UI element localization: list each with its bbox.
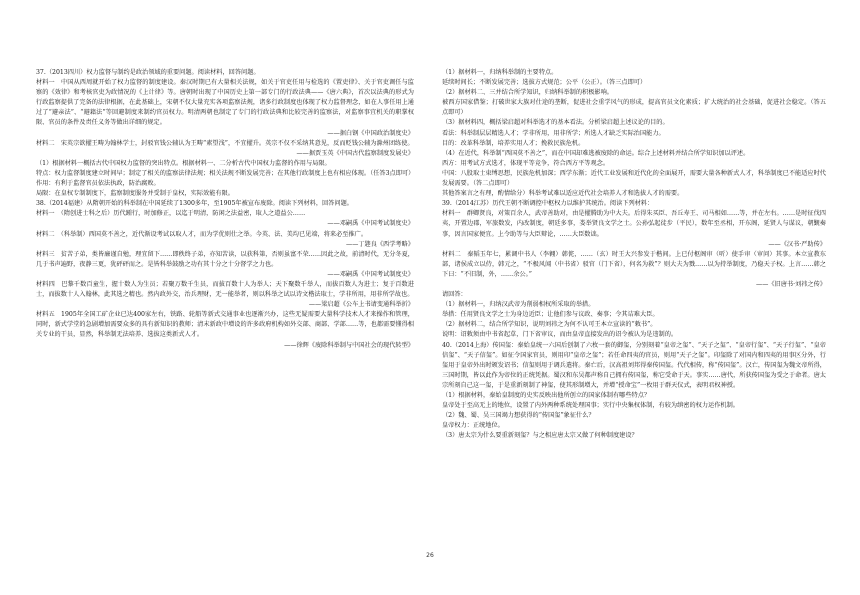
text-line: 材料二 （科举制）西国莫不善之，近代渐设考试以取人才，而为学优则仕之举。今英、法、美均已见端，将来必至推广。 <box>36 230 368 238</box>
text-line: 看法：科举制层层精选人才；学非所用，用非所学；所选人才缺乏实际治国能力。 <box>442 129 665 137</box>
text-line: 请回答： <box>442 291 467 299</box>
text-line: 其他答案言之有理，酌情给分）科举考试难以适应近代社会培养人才和选拔人才的需要。 <box>442 190 684 198</box>
text-line: 材料一 群卿贤良，对策百余人，武帝善助对，由是擢腾助为中大夫。后得朱买臣、吾丘寿王、司马相如……等，并在左右。……是时征伐四夷，开置边郡，军旅数发，内改制度，朝廷多事，娄举贤良文学之士。公孙弘起徒步（平民），数年至丞相，开东阁，延贤人与谋议，朝觐奏事，因言国家便宜。上令助等与大臣辩论，……大臣数诎。 <box>442 210 826 238</box>
text-line: 目的：改革科举制，培养实用人才；挽救民族危机。 <box>442 139 585 147</box>
text-line: ——据贾玉英《中国古代监察制度发展史》 <box>296 149 414 157</box>
text-line: 中国：八股取士束缚思想，民族危机加深；西学东渐；近代工业发展和近代化的全面展开，需要大量各种新式人才，科举制度已不能适应时代发展需要。（答二点即可） <box>442 169 826 188</box>
page-number: 26 <box>426 552 434 559</box>
text-line: 材料三 贫苦子弟，类皆廉谨自勉，理宜留下……即秩终子弟，亦知苦读，以获科第，否则虽富不荣……因此之故，前清时代，无分冬夏，几于书声遍野，夜静三更，犹砰砰而之。是皆科举鼓励之功有其十分之十分督学之力也。 <box>36 250 414 268</box>
text-line: ——《旧唐书·刘祎之传》 <box>755 280 826 288</box>
text-line: （2）魏、蜀、吴三国竭力想获得的“传国玺”象征什么？ <box>442 412 595 420</box>
text-line: 39.（2014江苏）历代王朝不断调控中枢权力以维护其统治。阅读下列材料： <box>442 200 654 208</box>
text-line: 材料四 巴黎千数百童生，握十数人为生员；若聚万数千生员，而拔百数十人为举人；天下聚数千举人，而拔百数人为进士；复于百数进士，而拔数十人入翰林，此其选之精也。然内政外交，治兵理财，无一能举者，则以科举之试以诗文楷法取士，学非所用，用非所学故也。 <box>36 280 414 299</box>
text-line: （1）根据材料，秦始皇制度的史实反映出他所创立的国家体制有哪些特点？ <box>442 392 651 399</box>
text-line: （4）在近代，科举制“西国莫不善之”，而在中国却难逃被废除的命运。综合上述材料并结合所学知识加以评述。 <box>442 149 750 157</box>
text-line: （2）据材料二，结合所学知识，说明刘祎之为何不认可王本立宣读的“敕书”。 <box>442 321 657 329</box>
text-line: 局限：在皇权专制制度下，监察制度服务并受制于皇权，实际效能有限。 <box>36 190 234 198</box>
text-line: （2）据材料二、三并结合所学知识，归纳科举制的积极影响。 <box>442 89 613 97</box>
text-line: （1）据材料一，归纳科举制的主要特点。 <box>442 69 558 76</box>
text-line: （1）根据材料一概括古代中国权力监督的突出特点。根据材料一、二分析古代中国权力监督的作用与局限。 <box>36 159 331 167</box>
right-column <box>442 68 826 441</box>
text-line: 西方：用考试方式选才，体现平等竞争，符合西方平等观念。 <box>442 159 610 167</box>
text-line: 材料一 （隋创进士科之后）历代踵行，时加修正，以迄于明清，防闲之法益密，取人之道益公…… <box>36 210 306 218</box>
text-line: ——《汉书·严助传》 <box>768 240 826 248</box>
text-line: 材料五 1905年全国工矿企业已达400家左右，铁路、轮船等新式交通事业也逐渐兴办，这些无疑需要大量科学技术人才来操作和管理，同时，新式学堂的急剧增加需要众多的具有新知识的教师；清末新政中增设的许多政府机构如外交部、商部、学部……等，也都需要懂得相关专业的干员，显然，科举制无法培养、选拔这类新式人才。 <box>36 311 414 339</box>
text-line: （3）唐太宗为什么要重新刻玺？与之相应唐太宗又做了何种制度建设？ <box>442 432 638 440</box>
text-line: ——邓嗣禹《中国考试制度史》 <box>327 270 414 278</box>
text-line: ——徐辉《废除科举制与中国社会的现代转型》 <box>284 341 414 349</box>
text-line: （3）据材料四，概括梁启超对科举选才的基本看法。分析梁启超上述议论的目的。 <box>442 119 669 127</box>
text-line: ——梁启超《公车上书请变通科举折》 <box>308 301 414 309</box>
text-line: 被西方国家借鉴；打破世家大族对仕途的垄断，促进社会重学风气的形成，提高官员文化素质；扩大统治的社会基础，促进社会稳定。（答五点即可） <box>442 99 826 117</box>
text-line: 作用：有利于监督官员依法执政，防治腐败。 <box>36 180 160 188</box>
text-line: 材料二 宋英宗欲擢王畴为翰林学士，封驳官钱公辅认为王畴“素望浅”，不宜擢升。英宗不仅不采纳其意见，反而贬钱公辅为滁州团练使。 <box>36 139 414 147</box>
text-line: 延续时间长；不断发展完善；选拔方式规范；公平（公正）。（答三点即可） <box>442 79 647 87</box>
text-line: 37.（2013四川）权力监督与制约是政治领域的重要问题。阅读材料，回答问题。 <box>36 69 260 76</box>
text-line: 材料一 中国从西周就开始了权力监督的制度建设。秦汉时期已有大量相关法规，如关于官吏任用与检选的《置吏律》、关于官吏调任与监察的《效律》和考核官吏为政情况的《上计律》等。唐朝时出现了中国历史上第一部专门的行政法典——《唐六典》，首次以法典的形式为行政监察提供了完备的法律根据，在此基础上，宋朝不仅大量充实各项监察法规，诸多行政制度也体现了权力监督理念，如在人事任用上通过了“避亲法”、“避籍法”等回避制度来制约官员权力。明清两朝也制定了专门的行政法典和比较完善的监察法，对监察事宜机关的职掌权限、官员的条件及责任义务等做出详细的规定。 <box>36 79 414 127</box>
text-line: 40.（2014上海）传国玺：秦始皇统一六国后创制了六枚一套的御玺，分别刻着“皇帝之玺”、“天子之玺”、“皇帝行玺”、“天子行玺”、“皇帝信玺”、“天子信玺”。如征令国家官员，则用印“皇帝之玺”；若任命四夷的官员，则用“天子之玺”。印玺除了对国内和四夷的用事区分外，行玺用于皇帝外出时颁发诏书；信玺则用于调兵遣将。秦亡后，汉高祖刘邦得秦传国玺。代代相传，称“传国玺”。汉亡，传国玺为魏文帝所得，三国时期，皆以此作为帝位的正统凭据。蜀汉和东吴都声称自己拥有传国玺，称它受命于天。事实……唐代，所获传国玺为受之于命者。唐太宗所刻自己这一玺，于是重新刻制了神玺，使其形制增大，并增“授命宝”一枚用于群天仪式，表明君权神授。 <box>442 341 826 389</box>
text-line: 举措：任用贤良文学之士为身边近臣；让他们参与议政、奏事；令其诘难大臣。 <box>442 311 659 319</box>
text-line: ——丁韪良《西学考略》 <box>345 240 414 248</box>
text-line: 特点：权力监督制度建立时间早；制定了相关的监察法律法规；相关法规不断发展完善；在其他行政制度上也有相应体现。（任答3点即可） <box>36 169 415 177</box>
text-line: ——据白钢《中国政治制度史》 <box>327 129 414 137</box>
text-line: 皇帝处于至高无上的地位，设置了内外两种系统处理国事；实行中央集权体制，有较为缜密的权力运作机制。 <box>442 402 739 410</box>
text-line: 38.（2014福建）从隋朝开始的科举制在中国延续了1300多年，至1905年被宣布废除。阅读下列材料，回答问题。 <box>36 200 353 208</box>
left-column <box>36 68 414 351</box>
text-line: 皇帝权力：正统地位。 <box>442 422 504 430</box>
text-line: 材料二 秦韬玉年七，累调中书人（李翱）韩侂，……（玄）时王大兴参发于楷间。上已付枢阁审（听）使手审（审问）其事。本立宣教东部，诸侯成立以侍，韩元之，“不极风闻（中书省）驳官（门下省），何名为救”？则大夫为戮……以为持举制度，乃稳天子权。上言……韩之下曰：“不旧制，外，……余公。” <box>442 250 826 278</box>
text-line: 说明：诏敕须由中书省起草，门下省审议，而由皇帝直接发出的诏令被认为是违制的。 <box>442 331 678 339</box>
text-line: ——邓嗣禹《中国考试制度史》 <box>327 220 414 228</box>
text-line: （1）据材料一，归纳汉武帝为削弱相权所采取的举措。 <box>442 301 595 309</box>
